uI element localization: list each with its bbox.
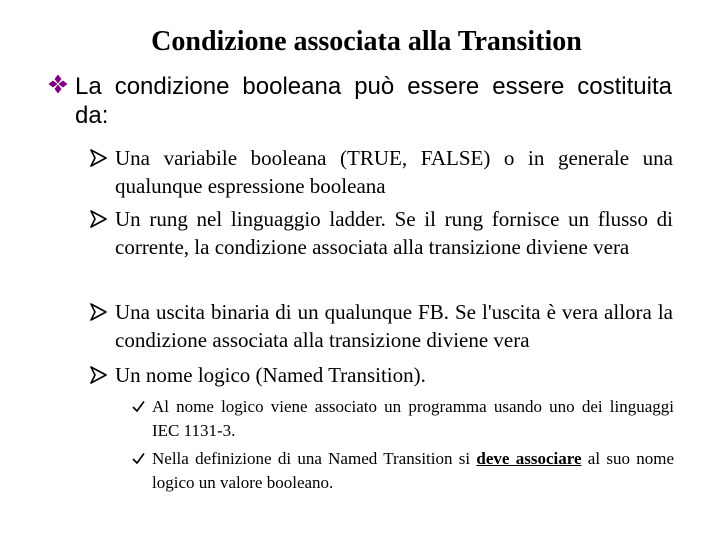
check-bullet bbox=[132, 395, 674, 443]
arrow-right-icon bbox=[90, 303, 107, 321]
emphasis-text: deve associare bbox=[476, 449, 582, 468]
check-bullet-text-before: Nella definizione di una Named Transition si bbox=[152, 449, 471, 468]
arrow-right-icon bbox=[90, 210, 107, 228]
checkmark-icon bbox=[132, 400, 145, 413]
slide-title: Condizione associata alla Transition bbox=[151, 26, 582, 57]
sub-bullet-text: Un rung nel linguaggio ladder. Se il rung fornisce un flusso di corrente, la condizione associata alla transizione diviene vera bbox=[115, 207, 673, 259]
main-bullet-text-line1: La condizione booleana può essere essere costituita bbox=[75, 73, 672, 100]
check-bullet-text: Al nome logico viene associato un programma usando uno dei linguaggi IEC 1131-3. bbox=[152, 397, 674, 440]
sub-bullet-text: Una variabile booleana (TRUE, FALSE) o in generale una qualunque espressione booleana bbox=[115, 146, 673, 198]
sub-bullet bbox=[90, 361, 673, 389]
main-bullet bbox=[48, 72, 672, 130]
main-bullet-text-line2: da: bbox=[75, 102, 109, 129]
diamond-bullet-icon bbox=[48, 74, 68, 94]
arrow-right-icon bbox=[90, 366, 107, 384]
checkmark-icon bbox=[132, 452, 145, 465]
arrow-right-icon bbox=[90, 149, 107, 167]
sub-bullet-text: Una uscita binaria di un qualunque FB. Se l'uscita è vera allora la condizione associata alla transizione diviene vera bbox=[115, 300, 673, 352]
sub-bullet-text: Un nome logico (Named Transition). bbox=[115, 363, 426, 387]
sub-bullet bbox=[90, 205, 673, 261]
check-bullet bbox=[132, 447, 674, 495]
sub-bullet bbox=[90, 298, 673, 354]
sub-bullet bbox=[90, 144, 673, 200]
check-bullet-text bbox=[152, 447, 674, 495]
check-bullet-text-after: al suo nome logico un valore booleano. bbox=[152, 449, 675, 492]
